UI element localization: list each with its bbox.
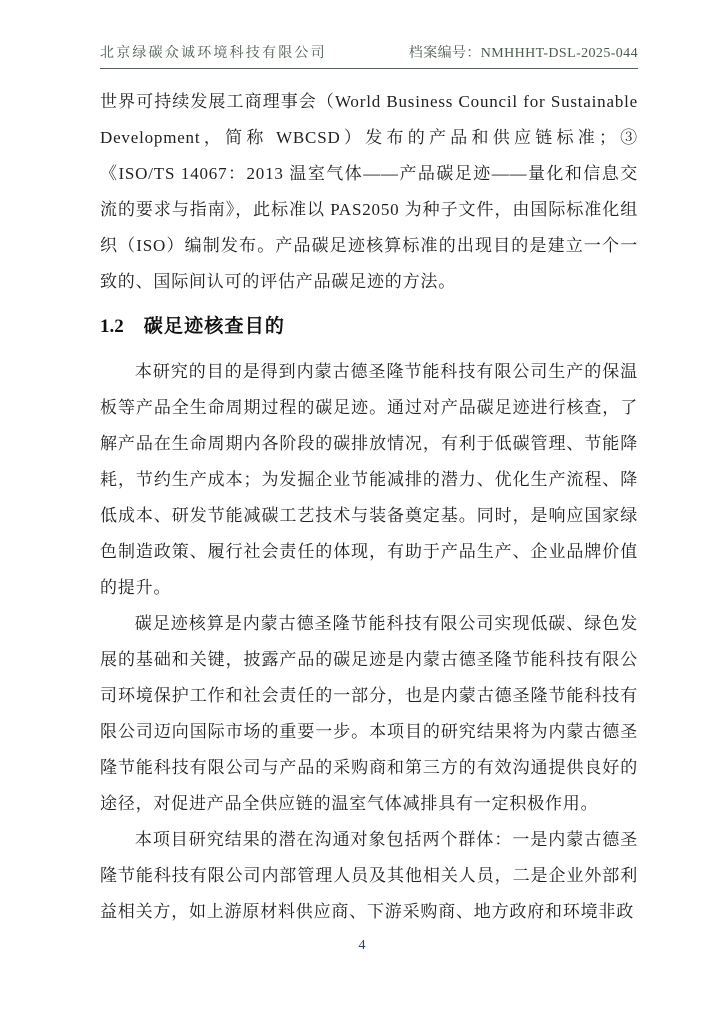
page-header (100, 42, 638, 69)
document-body (100, 84, 638, 930)
section-number: 1.2 (100, 316, 124, 337)
section-heading (100, 312, 638, 342)
paragraph-audience: 本项目研究结果的潜在沟通对象包括两个群体：一是内蒙古德圣隆节能科技有限公司内部管理人员及其他相关人员，二是企业外部利益相关方，如上游原材料供应商、下游采购商、地方政府和环境非政 (100, 830, 638, 921)
section-title: 碳足迹核查目的 (143, 316, 286, 337)
header-company-name: 北京绿碳众诚环境科技有限公司 (100, 46, 327, 61)
paragraph-purpose: 本研究的目的是得到内蒙古德圣隆节能科技有限公司生产的保温板等产品全生命周期过程的碳足迹。通过对产品碳足迹进行核查，了解产品在生命周期内各阶段的碳排放情况，有利于低碳管理、节能降耗，节约生产成本；为发掘企业节能减排的潜力、优化生产流程、降低成本、研发节能减碳工艺技术与装备奠定基。同时，是响应国家绿色制造政策、履行社会责任的体现，有助于产品生产、企业品牌价值的提升。 (100, 362, 638, 597)
paragraph-accounting: 碳足迹核算是内蒙古德圣隆节能科技有限公司实现低碳、绿色发展的基础和关键，披露产品的碳足迹是内蒙古德圣隆节能科技有限公司环境保护工作和社会责任的一部分，也是内蒙古德圣隆节能科技有限公司迈向国际市场的重要一步。本项目的研究结果将为内蒙古德圣隆节能科技有限公司与产品的采购商和第三方的有效沟通提供良好的途径，对促进产品全供应链的温室气体减排具有一定积极作用。 (100, 614, 638, 813)
page-number: 4 (358, 938, 366, 953)
page-footer (0, 936, 724, 954)
header-doc-number: 档案编号：NMHHHT-DSL-2025-044 (408, 46, 638, 61)
paragraph-continuation: 世界可持续发展工商理事会（World Business Council for Sustainable Development，简称 WBCSD）发布的产品和供应链标准；③《ISO/TS 14067：2013 温室气体——产品碳足迹——量化和信息交流的要求与指南》，此标准以 PAS2050 为种子文件，由国际标准化组织（ISO）编制发布。产品碳足迹核算标准的出现目的是建立一个一致的、国际间认可的评估产品碳足迹的方法。 (100, 92, 638, 291)
